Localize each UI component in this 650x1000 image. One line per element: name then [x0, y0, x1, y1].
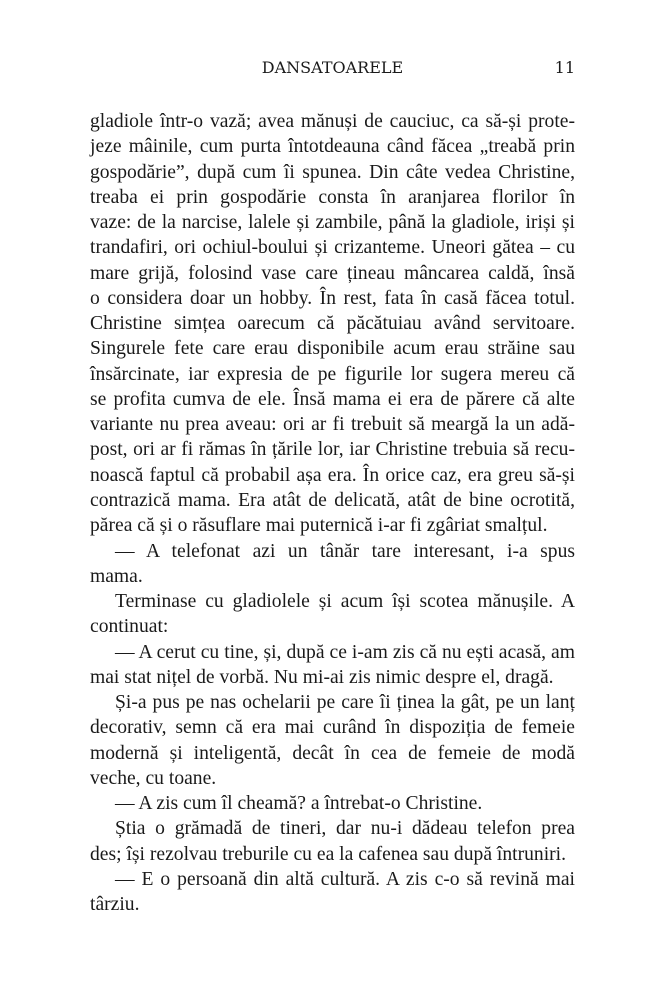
text-line: Știa o grămadă de tineri, dar nu-i dădeau telefon prea [115, 818, 575, 840]
text-line: Christine simțea oarecum că păcătuiau având servitoare. [90, 313, 575, 335]
text-line: vaze: de la narcise, lalele și zambile, până la gladiole, iriși și [90, 212, 575, 234]
paragraph [90, 816, 575, 867]
text-line: gladiole într-o vază; avea mănuși de cauciuc, ca să-și prote- [90, 111, 575, 132]
paragraph [90, 640, 575, 691]
page-header [90, 58, 575, 82]
text-line: mai stat nițel de vorbă. Nu mi-ai zis nimic despre el, dragă. [90, 666, 554, 688]
text-line: noască faptul că probabil așa era. În orice caz, era greu să-și [90, 464, 575, 486]
text-line: — A cerut cu tine, și, după ce i-am zis că nu ești acasă, am [115, 641, 575, 663]
paragraph [90, 539, 575, 590]
text-line: Și-a pus pe nas ochelarii pe care îi ținea la gât, pe un lanț [115, 692, 575, 714]
paragraph [90, 589, 575, 640]
text-line: jeze mâinile, cum purta întotdeauna când făcea „treabă prin [90, 136, 575, 158]
text-line: veche, cu toane. [90, 767, 217, 789]
text-line: însărcinate, iar expresia de pe figurile lor sugera mereu că [90, 363, 575, 385]
text-line: post, ori ar fi rămas în țările lor, iar Christine trebuia să recu- [90, 439, 575, 461]
running-title: DANSATOARELE [261, 58, 404, 77]
text-line: târziu. [90, 894, 140, 916]
text-line: treaba ei prin gospodărie consta în aranjarea florilor în [90, 186, 575, 208]
paragraph [90, 109, 575, 539]
text-line: se profita cumva de ele. Însă mama ei era de părere că alte [90, 388, 575, 410]
text-line: părea că și o răsuflare mai puternică i-ar fi zgâriat smalțul. [90, 515, 548, 537]
text-line: variante nu prea aveau: ori ar fi trebuit să meargă la un adă- [90, 414, 575, 436]
text-line: o considera doar un hobby. În rest, fata în casă făcea totul. [90, 287, 575, 309]
paragraph [90, 690, 575, 791]
text-line: mare grijă, folosind vase care țineau mâncarea caldă, însă [90, 262, 575, 284]
text-line: Singurele fete care erau disponibile acum erau străine sau [90, 338, 575, 360]
text-line: Terminase cu gladiolele și acum își scotea mănușile. A [115, 591, 575, 613]
text-line: contrazică mama. Era atât de delicată, atât de bine ocrotită, [90, 489, 575, 511]
text-line: continuat: [90, 616, 169, 638]
text-line: — A zis cum îl cheamă? a întrebat-o Christine. [115, 793, 483, 815]
text-line: des; își rezolvau treburile cu ea la cafenea sau după întruniri. [90, 843, 567, 865]
text-line: modernă și inteligentă, decât în cea de femeie de modă [90, 742, 575, 764]
text-line: gospodărie”, după cum îi spunea. Din câte vedea Christine, [90, 161, 575, 183]
page-number: 11 [554, 58, 575, 77]
text-line: decorativ, semn că era mai curând în dispoziția de femeie [90, 717, 575, 739]
page-body-text [90, 109, 575, 918]
paragraph [90, 867, 575, 918]
text-line: — A telefonat azi un tânăr tare interesant, i-a spus [115, 540, 575, 562]
text-line: trandafiri, ori ochiul-boului și crizanteme. Uneori gătea – cu [90, 237, 575, 259]
paragraph [90, 791, 575, 816]
text-line: — E o persoană din altă cultură. A zis c-o să revină mai [115, 868, 575, 890]
text-line: mama. [90, 565, 143, 587]
